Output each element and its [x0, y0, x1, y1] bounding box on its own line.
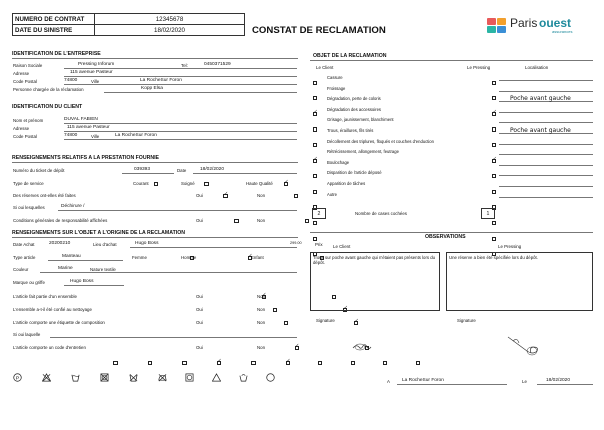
no-wash-icon — [129, 373, 138, 382]
haute-qualite-checkbox[interactable] — [284, 182, 288, 186]
tel-label: Tel: — [181, 63, 188, 68]
reclamation-item-label: Grisage, jaunissement, blanchiment — [327, 117, 394, 123]
q-entretien-oui-checkbox[interactable] — [295, 346, 299, 350]
marque-label: Marque ou griffe — [13, 280, 45, 285]
type-article-label: Type article — [13, 255, 36, 260]
entreprise-section-title: IDENTIFICATION DE L'ENTREPRISE — [12, 51, 101, 57]
conditions-non-checkbox[interactable] — [305, 219, 309, 223]
reclamation-pressing-checkbox[interactable] — [492, 96, 496, 100]
ticket-label: Numéro du ticket de dépôt — [13, 168, 65, 173]
underline — [64, 84, 297, 85]
raison-label: Raison Sociale — [13, 63, 43, 68]
reserves-non-label: Non — [257, 193, 266, 198]
reclamation-pressing-col: Le Pressing — [467, 65, 491, 70]
count-pressing-box: 1 — [481, 208, 495, 219]
reclamation-pressing-checkbox[interactable] — [492, 159, 496, 163]
cp-value: 74800 — [64, 78, 78, 83]
reclamation-item-label: Disparition de l'article déposé — [327, 170, 382, 176]
lieu-signature-value: La RocheSur Foron — [402, 378, 444, 383]
dry-clean-icon — [266, 373, 275, 382]
reclamation-client-col: Le Client — [316, 65, 334, 70]
q-nettoyage-non-label: Non — [257, 307, 266, 312]
pressing-signature-label: Signature — [457, 318, 476, 323]
logo-text-paris: Paris — [510, 16, 538, 30]
q-nettoyage-label: L'ensemble a-t-il été confié au nettoyage — [13, 307, 92, 312]
underline — [64, 76, 297, 77]
type-service-label: Type de service — [13, 181, 44, 186]
client-ville-value: La RocheSur Foron — [115, 133, 157, 138]
q-etiquette-non-label: Non — [257, 320, 266, 325]
underline — [64, 139, 297, 140]
reserves-oui-label: Oui — [196, 193, 203, 198]
contract-value: 12345678 — [155, 15, 184, 23]
underline — [40, 272, 297, 273]
reclamation-client-checkbox[interactable] — [313, 112, 317, 116]
cp-label: Code Postal — [13, 79, 37, 84]
lieu-achat-value: Hugo Boss — [135, 241, 159, 246]
client-adresse-label: Adresse — [13, 126, 30, 131]
logo-subtext: assurances — [552, 29, 573, 34]
reclamation-item-label: Trous, éraillures, fils tirés — [327, 128, 374, 133]
reclamation-item-label: Dégradation, perte de coloris — [327, 96, 381, 102]
contract-label: NUMERO DE CONTRAT — [13, 14, 95, 24]
care-checkbox-7[interactable] — [318, 361, 322, 365]
wash-tub-icon — [71, 373, 80, 382]
reclamation-item-label: Boulochage — [327, 159, 350, 165]
localisation-underline — [499, 80, 593, 81]
dry-clean-p-icon — [13, 373, 22, 382]
lesquelles-label: Si oui lesquelles — [13, 205, 45, 210]
reclamation-item-label: Rétrécissement, allongement, feutrage — [327, 149, 399, 155]
couleur-label: Couleur — [13, 267, 29, 272]
care-checkbox-4[interactable] — [217, 361, 221, 365]
prestation-section-title: RENSEIGNEMENTS RELATIFS A LA PRESTATION FOURNIE — [12, 155, 159, 161]
divider — [12, 237, 298, 238]
underline — [48, 260, 123, 261]
reclamation-item-label: Froissage — [327, 85, 346, 91]
reclamation-item-label: Décollement des triplures, floqués et couches d'enduction — [327, 138, 434, 144]
marque-value: Hugo Boss — [70, 279, 94, 284]
localisation-value[interactable]: Poche avant gauche — [510, 126, 571, 134]
soigne-checkbox[interactable] — [204, 182, 208, 186]
count-client-box: 2 — [312, 208, 326, 219]
nom-label: Nom et prénom — [13, 118, 44, 123]
q-laquelle-label: Si oui laquelle — [13, 332, 41, 337]
client-signature-label: Signature — [316, 318, 335, 323]
reserves-label: Des réserves ont-elles été faites — [13, 193, 76, 198]
type-article-value: Manteau — [62, 254, 81, 259]
underline — [50, 337, 297, 338]
reclamation-pressing-checkbox[interactable] — [492, 174, 496, 178]
sinistre-date-value: 18/02/2020 — [154, 27, 185, 34]
reclamation-item-label: Dégradation des accessoires — [327, 106, 382, 112]
reclamation-pressing-checkbox[interactable] — [492, 81, 496, 85]
reclamation-section-title: OBJET DE LA RECLAMATION — [313, 53, 387, 59]
localisation-underline — [499, 154, 593, 155]
localisation-underline — [499, 144, 593, 145]
q-entretien-oui-label: Oui — [196, 345, 203, 350]
enfant-label: Enfant — [251, 255, 264, 260]
reclamation-item-label: Cassure — [327, 75, 343, 80]
date-signature-label: Le — [522, 379, 527, 384]
underline — [64, 68, 297, 69]
reclamation-pressing-checkbox[interactable] — [492, 221, 496, 225]
observations-client-col: Le Client — [333, 244, 351, 249]
divider — [12, 162, 298, 163]
ticket-value: 039393 — [134, 167, 151, 172]
conditions-label: Conditions générales de responsabilité affichées — [13, 218, 108, 223]
reclamation-client-checkbox[interactable] — [313, 237, 317, 241]
date-achat-label: Date Achat — [13, 242, 35, 247]
q-ensemble-label: L'article fait partie d'un ensemble — [13, 294, 77, 299]
observations-pressing-col: Le Pressing — [498, 244, 522, 249]
q-entretien-non-label: Non — [257, 345, 266, 350]
courant-label: Courant — [133, 181, 149, 186]
no-iron-icon — [158, 373, 167, 382]
lieu-achat-label: Lieu d'achat — [93, 242, 117, 247]
prestation-date-label: Date — [177, 168, 187, 173]
reclamation-client-checkbox[interactable] — [313, 81, 317, 85]
client-signature-icon — [351, 341, 373, 353]
care-checkbox-9[interactable] — [383, 361, 387, 365]
localisation-underline — [499, 91, 593, 92]
observations-client-box[interactable] — [310, 252, 440, 311]
localisation-underline — [499, 112, 593, 113]
contract-header-box — [12, 13, 245, 36]
client-cp-value: 74800 — [64, 133, 78, 138]
logo-text-ouest: ouest — [539, 16, 572, 30]
pressing-signature-icon — [505, 333, 541, 359]
count-label: Nombre de cases cochées — [355, 211, 407, 216]
underline — [122, 173, 174, 174]
reserves-oui-checkbox[interactable] — [223, 194, 227, 198]
q-ensemble-oui-label: Oui — [196, 294, 203, 299]
care-checkbox-2[interactable] — [148, 361, 152, 365]
ville-label: Ville — [91, 79, 100, 84]
observations-pressing-box[interactable] — [446, 252, 593, 311]
client-section-title: IDENTIFICATION DU CLIENT — [12, 104, 83, 110]
reclamation-pressing-checkbox[interactable] — [492, 143, 496, 147]
divider — [310, 232, 593, 233]
femme-label: Femme — [132, 255, 147, 260]
tumble-dry-icon — [185, 373, 194, 382]
ville-value: La RocheSur Foron — [140, 78, 182, 83]
reclamation-pressing-checkbox[interactable] — [492, 127, 496, 131]
reserves-non-checkbox[interactable] — [294, 194, 298, 198]
reclamation-pressing-checkbox[interactable] — [492, 190, 496, 194]
conditions-oui-checkbox[interactable] — [234, 219, 238, 223]
observations-title: OBSERVATIONS — [425, 234, 466, 240]
reclamation-item-label: Autre — [327, 191, 338, 197]
personne-value: Kopp Elsa — [141, 86, 163, 91]
raison-value: Pressing Inforum — [78, 62, 115, 67]
client-cp-label: Code Postal — [13, 134, 37, 139]
adresse-label: Adresse — [13, 71, 30, 76]
localisation-underline — [499, 186, 593, 187]
underline — [58, 210, 297, 211]
homme-label: Homme — [181, 255, 197, 260]
localisation-value[interactable]: Poche avant gauche — [510, 94, 571, 102]
reclamation-client-checkbox[interactable] — [313, 159, 317, 163]
company-logo — [486, 15, 594, 37]
q-etiquette-oui-checkbox[interactable] — [284, 321, 288, 325]
underline — [193, 173, 297, 174]
care-checkbox-6[interactable] — [286, 361, 290, 365]
contract-row — [13, 14, 244, 25]
couleur-value: Marine — [58, 266, 73, 271]
reclamation-client-checkbox[interactable] — [313, 127, 317, 131]
prix-label: Prix — [315, 242, 323, 247]
hand-wash-icon — [239, 373, 248, 382]
care-checkbox-8[interactable] — [351, 361, 355, 365]
observations-pressing-text: Une réserve a bien été spécifiée lors du dépôt. — [449, 255, 538, 260]
divider — [310, 60, 593, 61]
care-checkbox-5[interactable] — [251, 361, 255, 365]
care-checkbox-1[interactable] — [113, 361, 117, 365]
date-signature-value: 18/02/2020 — [546, 378, 571, 383]
bleach-icon — [212, 373, 221, 382]
reclamation-item-label: Apparition de tâches — [327, 181, 366, 186]
client-ville-label: Ville — [91, 134, 100, 139]
q-ensemble-non-label: Non — [257, 294, 266, 299]
reclamation-client-checkbox[interactable] — [313, 143, 317, 147]
underline — [130, 247, 297, 248]
no-bleach-icon — [42, 373, 51, 382]
no-tumble-dry-icon — [100, 373, 109, 382]
sinistre-row — [13, 25, 244, 36]
reclamation-localisation-col: Localisation — [525, 65, 549, 70]
courant-checkbox[interactable] — [154, 182, 158, 186]
underline — [537, 384, 593, 385]
underline — [64, 285, 124, 286]
conditions-non-label: Non — [257, 218, 266, 223]
prix-value: 299.00 — [290, 241, 302, 245]
adresse-value: 115 avenue Pasteur — [70, 70, 113, 75]
reclamation-pressing-checkbox[interactable] — [492, 237, 496, 241]
q-nettoyage-oui-label: Oui — [196, 307, 203, 312]
q-etiquette-non-checkbox[interactable] — [354, 321, 358, 325]
tel-value: 0450371529 — [204, 62, 231, 67]
underline — [104, 92, 297, 93]
care-checkbox-3[interactable] — [182, 361, 186, 365]
svg-text:P: P — [15, 376, 20, 382]
reclamation-pressing-checkbox[interactable] — [492, 112, 496, 116]
reclamation-client-checkbox[interactable] — [313, 96, 317, 100]
underline — [64, 123, 297, 124]
localisation-underline — [499, 122, 593, 123]
sinistre-date-label: DATE DU SINISTRE — [13, 25, 95, 36]
observations-client-text: Trous sur poche avant gauche qui n'étaient pas présents lors du dépôt. — [313, 255, 436, 266]
care-checkbox-10[interactable] — [416, 361, 420, 365]
date-achat-value: 20200210 — [49, 241, 71, 246]
localisation-underline — [499, 165, 593, 166]
nom-value: DUVAL FABIEN — [64, 117, 98, 122]
q-etiquette-oui-label: Oui — [196, 320, 203, 325]
objet-section-title: RENSEIGNEMENTS SUR L'OBJET A L'ORIGINE DE LA RECLAMATION — [12, 230, 185, 236]
q-entretien-label: L'article comporte un code d'entretien — [13, 345, 86, 350]
reclamation-client-checkbox[interactable] — [313, 174, 317, 178]
client-adresse-value: 115 avenue Pasteur — [67, 125, 110, 130]
q-nettoyage-oui-checkbox[interactable] — [273, 308, 277, 312]
underline — [64, 131, 297, 132]
localisation-underline — [499, 197, 593, 198]
reclamation-client-checkbox[interactable] — [313, 221, 317, 225]
localisation-underline — [499, 175, 593, 176]
divider — [12, 58, 298, 59]
conditions-oui-label: Oui — [196, 218, 203, 223]
underline — [397, 384, 507, 385]
prestation-date-value: 18/02/2020 — [200, 167, 225, 172]
reclamation-client-checkbox[interactable] — [313, 190, 317, 194]
logo-mark-icon — [486, 17, 508, 35]
soigne-label: Soigné — [181, 181, 195, 186]
page-title: CONSTAT DE RECLAMATION — [252, 25, 386, 36]
nature-label: Nature textile — [90, 267, 116, 272]
lieu-signature-label: A — [387, 379, 390, 384]
q-etiquette-label: L'article comporte une étiquette de composition — [13, 320, 105, 325]
lesquelles-value: Déchirure / — [61, 204, 85, 209]
personne-label: Personne chargée de la réclamation — [13, 87, 84, 92]
haute-qualite-label: Haute Qualité — [246, 181, 273, 186]
